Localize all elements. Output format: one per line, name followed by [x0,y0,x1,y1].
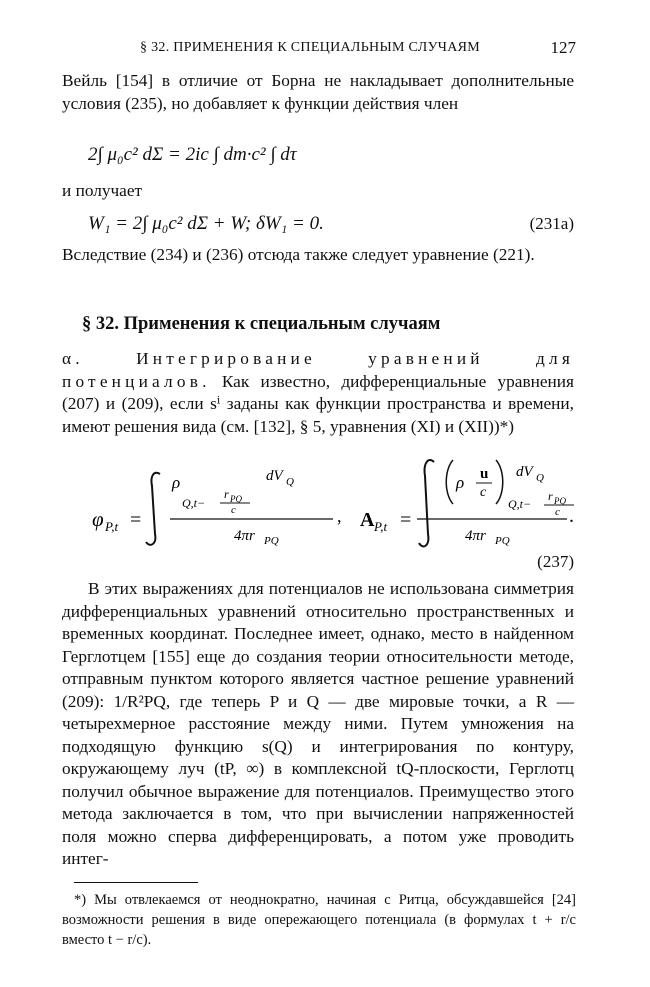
equals-sign-2: = [400,509,412,531]
footnote: *) Мы отвлекаемся от неоднократно, начиная с Ритца, обсуждавшейся [24] возможности решения в виде опережающего потенциала (в формулах t + r/c вместо t − r/c). [62,892,576,948]
running-title: § 32. ПРИМЕНЕНИЯ К СПЕЦИАЛЬНЫМ СЛУЧАЯМ [140,40,480,55]
paragraph-herglotz: В этих выражениях для потенциалов не использована симметрия дифференциальных уравнений относительно пространственных и временных координат. Последнее имеет, однако, место в найденном Герглотцем [155] еще до создания теории относительности методе, отправным пунктом которого является частное решение уравнений (209): 1/R²PQ, где теперь P и Q — две мировые точки, а R — четырехмерное расстояние между ними. Путем умножения на подходящую функцию s(Q) и интегрирования по контуру, окружающему луч (tP, ∞) в комплексной tQ-плоскости, Герглотц получил обычное выражение для потенциалов. Преимущество этого метода заключается в том, что при вычислении напряженностей поля можно сперва дифференцировать, а потом уже проводить интег- [62,579,574,868]
denominator-a: 4πr [465,528,486,544]
book-page [62,0,578,987]
dv-subscript-2: Q [536,472,544,484]
inner-c-2: c [555,506,560,518]
u-vector: u [480,466,489,482]
rho-symbol-2: ρ [456,473,465,492]
inner-c: c [231,504,236,516]
r-subscript-pq-2: PQ [554,496,566,506]
a-subscript: P,t [374,519,388,534]
integral-sign [146,473,160,545]
equation-number-231a: (231a) [529,214,574,233]
equals-sign: = [130,509,142,531]
r-subscript-2: r [548,489,553,503]
equation-number-237: (237) [537,552,574,571]
page-number: 127 [550,38,576,57]
section-heading: § 32. Применения к специальным случаям [82,314,441,334]
phi-symbol: φ [92,507,104,531]
rho-subscript: Q,t− [182,496,206,510]
a-symbol: A [360,509,375,531]
footnote-rule [74,882,198,883]
formula-action-term: 2∫ μ₀c² dΣ = 2ic ∫ dm·c² ∫ dτ [88,144,297,165]
dv-numerator: dV [266,468,283,484]
paragraph-weyl: Вейль [154] в отличие от Борна не накладывает дополнительные условия (235), но добавляет к функции действия член [62,71,574,113]
denominator-phi: 4πr [234,528,255,544]
dv-subscript: Q [286,476,294,488]
denominator-a-sub: PQ [495,535,510,547]
denominator-phi-sub: PQ [264,535,279,547]
paragraph-integration [62,348,574,438]
text-and-gets: и получает [62,181,143,200]
c-denominator: c [480,485,487,500]
paragraph-integration-body: Как известно, дифференциальные уравнения (207) и (209), если sⁱ заданы как функции пространства и времени, имеют решения вида (см. [132], § 5, уравнения (XI) и (XII))*) [62,371,574,436]
paragraph-consequence: Вследствие (234) и (236) отсюда также следует уравнение (221). [62,245,535,264]
r-subscript-pq: PQ [230,494,242,504]
formula-237-tail [417,452,577,552]
formula-231a: W₁ = 2∫ μ₀c² dΣ + W; δW₁ = 0. [88,213,324,234]
r-subscript: r [224,487,229,501]
comma-sign: , [337,506,342,526]
phi-subscript: P,t [105,519,119,534]
page-header [62,38,578,60]
paragraph-lead-spaced: α. Интегрирование уравнений для потенциалов. [62,349,574,391]
dv-numerator-2: dV [516,464,533,480]
rho-symbol: ρ [172,473,181,492]
period-sign: . [569,505,574,527]
paren-subscript: Q,t− [508,497,532,511]
